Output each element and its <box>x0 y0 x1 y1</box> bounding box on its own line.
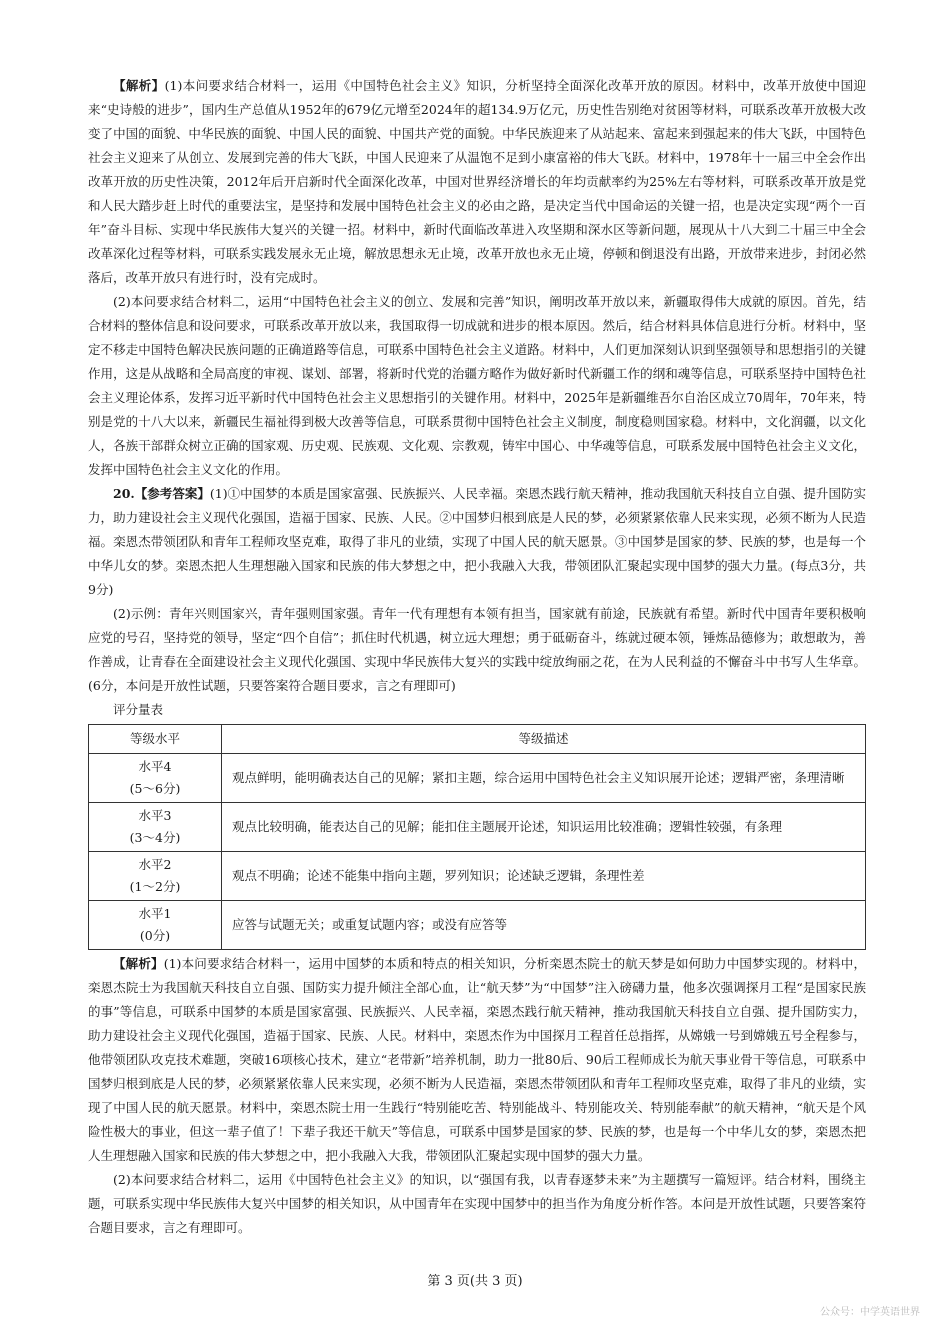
level-cell: 水平2 (1～2分) <box>89 852 222 901</box>
description-cell: 观点鲜明，能明确表达自己的见解；紧扣主题，综合运用中国特色社会主义知识展开论述；逻辑严密，条理清晰 <box>222 754 866 803</box>
level-cell: 水平1 (0分) <box>89 901 222 950</box>
answer-text: (1)①中国梦的本质是国家富强、民族振兴、人民幸福。栾恩杰践行航天精神，推动我国航天科技自立自强、提升国防实力，助力建设社会主义现代化强国，造福于国家、民族、人民。②中国梦归根到底是人民的梦，必须紧紧依靠人民来实现，必须不断为人民造福。栾恩杰带领团队和青年工程师攻坚克难，取得了非凡的业绩，实现了中国人民的航天愿景。③中国梦是国家的梦、民族的梦，也是每一个中华儿女的梦。栾恩杰把人生理想融入国家和民族的伟大梦想之中，把小我融入大我，带领团队汇聚起实现中国梦的强大力量。(每点3分，共9分) <box>88 486 866 597</box>
analysis-paragraph <box>88 74 866 290</box>
analysis-paragraph <box>88 952 866 1168</box>
header-level: 等级水平 <box>89 725 222 754</box>
level-cell: 水平3 (3～4分) <box>89 803 222 852</box>
table-caption: 评分量表 <box>113 702 164 717</box>
answer-paragraph <box>88 482 866 602</box>
grading-table <box>88 724 866 950</box>
watermark: 公众号：中学英语世界 <box>820 1307 920 1318</box>
analysis-text: (1)本问要求结合材料一，运用中国梦的本质和特点的相关知识，分析栾恩杰院士的航天梦是如何助力中国梦实现的。材料中，栾恩杰院士为我国航天科技自立自强、国防实力提升倾注全部心血，让“航天梦”为“中国梦”注入磅礴力量，他多次强调探月工程“是国家民族的事”等信息，可联系中国梦的本质是国家富强、民族振兴、人民幸福，栾恩杰践行航天精神，推动我国航天科技自立自强、提升国防实力，助力建设社会主义现代化强国，造福于国家、民族、人民。材料中，栾恩杰作为中国探月工程首任总指挥，从嫦娥一号到嫦娥五号全程参与，他带领团队攻克技术难题，突破16项核心技术，建立“老带新”培养机制，助力一批80后、90后工程师成长为航天事业骨干等信息，可联系中国梦归根到底是人民的梦，必须紧紧依靠人民来实现，必须不断为人民造福，栾恩杰带领团队和青年工程师攻坚克难，取得了非凡的业绩，实现了中国人民的航天愿景。材料中，栾恩杰院士用一生践行“特别能吃苦、特别能战斗、特别能攻关、特别能奉献”的航天精神，“航天是个风险性极大的事业，但这一辈子值了！下辈子我还干航天”等信息，可联系中国梦是国家的梦、民族的梦，也是每一个中华儿女的梦，栾恩杰把人生理想融入国家和民族的伟大梦想之中，把小我融入大我，带领团队汇聚起实现中国梦的强大力量。 <box>88 956 866 1163</box>
description-cell: 应答与试题无关；或重复试题内容；或没有应答等 <box>222 901 866 950</box>
analysis-paragraph: (2)本问要求结合材料二，运用《中国特色社会主义》的知识，以“强国有我，以青春逐梦未来”为主题撰写一篇短评。结合材料，围绕主题，可联系实现中华民族伟大复兴中国梦的相关知识，从中国青年在实现中国梦中的担当作为角度分析作答。本问是开放性试题，只要答案符合题目要求，言之有理即可。 <box>88 1172 866 1235</box>
analysis-tag: 【解析】 <box>113 956 164 971</box>
page-number: 第 3 页(共 3 页) <box>427 1274 523 1289</box>
answer-paragraph: (2)示例：青年兴则国家兴，青年强则国家强。青年一代有理想有本领有担当，国家就有前途，民族就有希望。新时代中国青年要积极响应党的号召，坚持党的领导，坚定“四个自信”；抓住时代机遇，树立远大理想；勇于砥砺奋斗，练就过硬本领，锤炼品德修为；敢想敢为，善作善成，让青春在全面建设社会主义现代化强国、实现中华民族伟大复兴的实践中绽放绚丽之花，在为人民利益的不懈奋斗中书写人生华章。(6分，本问是开放性试题，只要答案符合题目要求，言之有理即可) <box>88 606 866 693</box>
answer-tag: 20.【参考答案】 <box>113 486 210 501</box>
description-cell: 观点比较明确，能表达自己的见解；能扣住主题展开论述，知识运用比较准确；逻辑性较强，有条理 <box>222 803 866 852</box>
table-row <box>89 803 866 852</box>
level-cell: 水平4 (5～6分) <box>89 754 222 803</box>
analysis-paragraph: (2)本问要求结合材料二，运用“中国特色社会主义的创立、发展和完善”知识，阐明改革开放以来，新疆取得伟大成就的原因。首先，结合材料的整体信息和设问要求，可联系改革开放以来，我国取得一切成就和进步的根本原因。然后，结合材料具体信息进行分析。材料中，坚定不移走中国特色解决民族问题的正确道路等信息，可联系中国特色社会主义道路。材料中，人们更加深刻认识到坚强领导和思想指引的关键作用，这是从战略和全局高度的审视、谋划、部署，将新时代党的治疆方略作为做好新时代新疆工作的纲和魂等信息，可联系坚持中国特色社会主义理论体系，发挥习近平新时代中国特色社会主义思想指引的关键作用。材料中，2025年是新疆维吾尔自治区成立70周年，70年来，特别是党的十八大以来，新疆民生福祉得到极大改善等信息，可联系贯彻中国特色社会主义制度，制度稳则国家稳。材料中，文化润疆，以文化人，各族干部群众树立正确的国家观、历史观、民族观、文化观、宗教观，铸牢中国心、中华魂等信息，可联系发展中国特色社会主义文化，发挥中国特色社会主义文化的作用。 <box>88 294 866 477</box>
description-cell: 观点不明确；论述不能集中指向主题，罗列知识；论述缺乏逻辑，条理性差 <box>222 852 866 901</box>
analysis-tag: 【解析】 <box>113 78 165 93</box>
table-row <box>89 901 866 950</box>
table-row <box>89 754 866 803</box>
table-header-row <box>89 725 866 754</box>
page-content <box>88 74 866 1240</box>
table-row <box>89 852 866 901</box>
header-description: 等级描述 <box>222 725 866 754</box>
analysis-text: (1)本问要求结合材料一，运用《中国特色社会主义》知识，分析坚持全面深化改革开放的原因。材料中，改革开放使中国迎来“史诗般的进步”，国内生产总值从1952年的679亿元增至2024年的超134.9万亿元，历史性告别绝对贫困等材料，可联系改革开放极大改变了中国的面貌、中华民族的面貌、中国人民的面貌、中国共产党的面貌。中华民族迎来了从站起来、富起来到强起来的伟大飞跃，中国特色社会主义迎来了从创立、发展到完善的伟大飞跃，中国人民迎来了从温饱不足到小康富裕的伟大飞跃。材料中，1978年十一届三中全会作出改革开放的历史性决策，2012年后开启新时代全面深化改革，中国对世界经济增长的年均贡献率约为25%左右等材料，可联系改革开放是党和人民大踏步赶上时代的重要法宝，是坚持和发展中国特色社会主义的必由之路，是决定当代中国命运的关键一招，也是决定实现“两个一百年”奋斗目标、实现中华民族伟大复兴的关键一招。材料中，新时代面临改革进入攻坚期和深水区等新问题，展现从十八大到二十届三中全会改革深化过程等材料，可联系实践发展永无止境，解放思想永无止境，改革开放也永无止境，停顿和倒退没有出路，开放带来进步，封闭必然落后，改革开放只有进行时，没有完成时。 <box>88 78 866 285</box>
